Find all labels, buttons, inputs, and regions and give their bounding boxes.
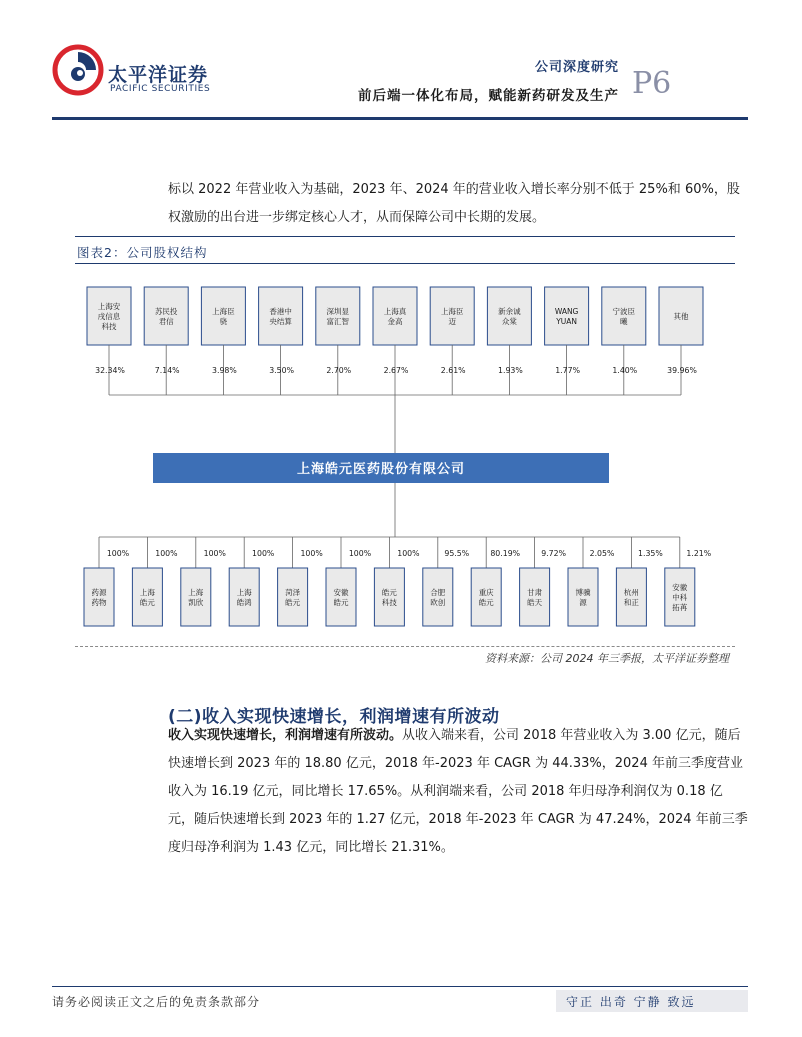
- brand-name-en: PACIFIC SECURITIES: [110, 84, 211, 94]
- subsidiary-percent: 95.5%: [444, 549, 470, 558]
- shareholder-box: [316, 287, 360, 345]
- shareholder-box: [430, 287, 474, 345]
- subsidiary-box: [132, 568, 162, 626]
- subsidiary-box: [278, 568, 308, 626]
- figure-top-rule: [75, 236, 735, 237]
- subsidiary-box: [374, 568, 404, 626]
- subsidiary-label: 甘肃: [527, 588, 543, 597]
- shareholder-percent: 39.96%: [667, 366, 697, 375]
- shareholder-label: 众棠: [501, 317, 517, 326]
- shareholder-label: 科技: [101, 322, 117, 331]
- subsidiary-label: 中科: [672, 593, 688, 602]
- shareholder-label: 戌信息: [97, 312, 121, 321]
- subsidiary-percent: 1.21%: [686, 549, 712, 558]
- shareholder-box: [487, 287, 531, 345]
- shareholder-percent: 1.93%: [498, 366, 523, 375]
- subsidiary-label: 上海: [236, 588, 252, 597]
- subsidiary-box: [568, 568, 598, 626]
- brand-name: 太平洋证券: [108, 64, 209, 86]
- subsidiary-percent: 100%: [203, 549, 226, 558]
- shareholder-label: 深圳显: [326, 307, 350, 316]
- subsidiary-label: 皓元: [285, 598, 301, 607]
- subsidiary-percent: 100%: [106, 549, 130, 558]
- subsidiary-label: 欧创: [430, 598, 446, 607]
- subsidiary-label: 重庆: [478, 588, 494, 597]
- section-paragraph-body: 从收入端来看，公司 2018 年营业收入为 3.00 亿元，随后快速增长到 2023 年的 18.80 亿元，2018 年-2023 年 CAGR 为 44.33%，2024 年前三季度营业收入为 16.19 亿元，同比增长 17.65%。从利润端来看，公司 2018 年归母净利润仅为 0.18 亿元，随后快速增长到 2023 年的 1.27 亿元，2018 年-2023 年 CAGR 为 47.24%，2024 年前三季度归母净利润为 1.43 亿元，同比增长 21.31%。: [168, 728, 748, 855]
- shareholder-label: 香港中: [269, 307, 292, 316]
- subsidiary-box: [326, 568, 356, 626]
- subsidiary-label: 皓鸿: [236, 598, 252, 607]
- subsidiary-percent: 100%: [155, 549, 178, 558]
- subsidiary-label: 拓苒: [672, 603, 688, 612]
- subsidiary-box: [471, 568, 501, 626]
- subsidiary-box: [84, 568, 114, 626]
- shareholder-box: [373, 287, 417, 345]
- figure-title: 图表2：公司股权结构: [77, 245, 208, 260]
- subsidiary-label: 和正: [623, 598, 639, 607]
- shareholder-label: 央结算: [269, 317, 292, 326]
- shareholder-percent: 1.77%: [555, 366, 580, 375]
- shareholder-percent: 2.70%: [326, 366, 352, 375]
- report-subtitle: 前后端一体化布局，赋能新药研发及生产: [358, 88, 619, 104]
- subsidiary-label: 安徽: [672, 583, 688, 592]
- intro-paragraph: 标以 2022 年营业收入为基础，2023 年、2024 年的营业收入增长率分别不低于 25%和 60%，股权激励的出台进一步绑定核心人才，从而保障公司中长期的发展。: [168, 182, 740, 225]
- subsidiary-percent: 100%: [348, 549, 372, 558]
- section-paragraph: [168, 722, 748, 862]
- shareholder-label: 上海臣: [212, 307, 235, 316]
- figure-source: 资料来源：公司 2024 年三季报，太平洋证券整理: [485, 652, 729, 665]
- subsidiary-percent: 80.19%: [490, 549, 521, 558]
- shareholder-label: 上海臣: [440, 307, 464, 316]
- shareholder-label: 迈: [448, 317, 456, 326]
- subsidiary-label: 杭州: [623, 588, 639, 597]
- subsidiary-label: 菏泽: [285, 588, 301, 597]
- subsidiary-label: 合肥: [430, 588, 446, 597]
- report-type: 公司深度研究: [534, 60, 619, 75]
- subsidiary-label: 安徽: [333, 588, 349, 597]
- subsidiary-percent: 1.35%: [638, 549, 663, 558]
- company-logo-icon: [52, 44, 104, 96]
- shareholder-percent: 2.67%: [383, 366, 409, 375]
- shareholder-box: [602, 287, 646, 345]
- shareholder-box: [201, 287, 245, 345]
- subsidiary-label: 药源: [91, 588, 107, 597]
- subsidiary-box: [181, 568, 211, 626]
- shareholder-label: 新余诚: [498, 307, 521, 316]
- subsidiary-label: 皓元: [333, 598, 349, 607]
- section-title: (二)收入实现快速增长，利润增速有所波动: [168, 707, 500, 727]
- footer-divider: [52, 986, 748, 987]
- subsidiary-box: [520, 568, 550, 626]
- section-paragraph-lead: 收入实现快速增长，利润增速有所波动。: [168, 728, 403, 743]
- shareholder-label: 宁波臣: [612, 307, 636, 316]
- subsidiary-label: 博骥: [575, 588, 591, 597]
- subsidiary-label: 皓天: [527, 598, 543, 607]
- shareholder-label: 上海真: [383, 307, 407, 316]
- shareholder-label: 骁: [219, 317, 228, 326]
- shareholder-label: WANG: [554, 307, 579, 316]
- header-divider: [52, 117, 748, 120]
- subsidiary-box: [229, 568, 259, 626]
- shareholder-percent: 1.40%: [612, 366, 638, 375]
- shareholder-percent: 3.50%: [269, 366, 294, 375]
- footer-motto: 守正 出奇 宁静 致远: [566, 995, 696, 1009]
- shareholder-box: [259, 287, 303, 345]
- subsidiary-box: [616, 568, 646, 626]
- ownership-structure-chart: [75, 275, 735, 640]
- shareholder-label: 苏民投: [154, 307, 178, 316]
- shareholder-box: [545, 287, 589, 345]
- shareholder-label: 其他: [673, 312, 689, 321]
- shareholder-label: 君信: [158, 317, 174, 326]
- subsidiary-percent: 100%: [397, 549, 420, 558]
- subsidiary-percent: 100%: [300, 549, 323, 558]
- shareholder-percent: 32.34%: [95, 366, 125, 375]
- subsidiary-label: 上海: [188, 588, 204, 597]
- subsidiary-percent: 9.72%: [541, 549, 566, 558]
- subsidiary-label: 皓元: [139, 598, 155, 607]
- subsidiary-label: 科技: [381, 598, 397, 607]
- subsidiary-label: 源: [579, 598, 587, 607]
- subsidiary-label: 皓元: [478, 598, 494, 607]
- shareholder-label: 曦: [620, 317, 628, 326]
- subsidiary-label: 皓元: [381, 588, 397, 597]
- subsidiary-percent: 100%: [252, 549, 275, 558]
- footer-disclaimer: 请务必阅读正文之后的免责条款部分: [52, 995, 261, 1009]
- subsidiary-box: [423, 568, 453, 626]
- subsidiary-label: 上海: [139, 588, 155, 597]
- subsidiary-percent: 2.05%: [589, 549, 615, 558]
- shareholder-percent: 2.61%: [440, 366, 466, 375]
- page-number: P6: [632, 66, 672, 101]
- shareholder-label: 上海安: [97, 302, 121, 311]
- subsidiary-label: 凯欣: [188, 598, 204, 607]
- subsidiary-label: 药物: [91, 598, 107, 607]
- shareholder-box: [144, 287, 188, 345]
- source-divider: [75, 646, 735, 647]
- shareholder-label: YUAN: [556, 317, 578, 326]
- shareholder-percent: 7.14%: [154, 366, 180, 375]
- shareholder-percent: 3.98%: [212, 366, 237, 375]
- center-company-label: 上海皓元医药股份有限公司: [296, 462, 466, 477]
- shareholder-label: 富汇智: [326, 317, 350, 326]
- figure-title-rule: [75, 263, 735, 264]
- shareholder-label: 金高: [387, 317, 403, 326]
